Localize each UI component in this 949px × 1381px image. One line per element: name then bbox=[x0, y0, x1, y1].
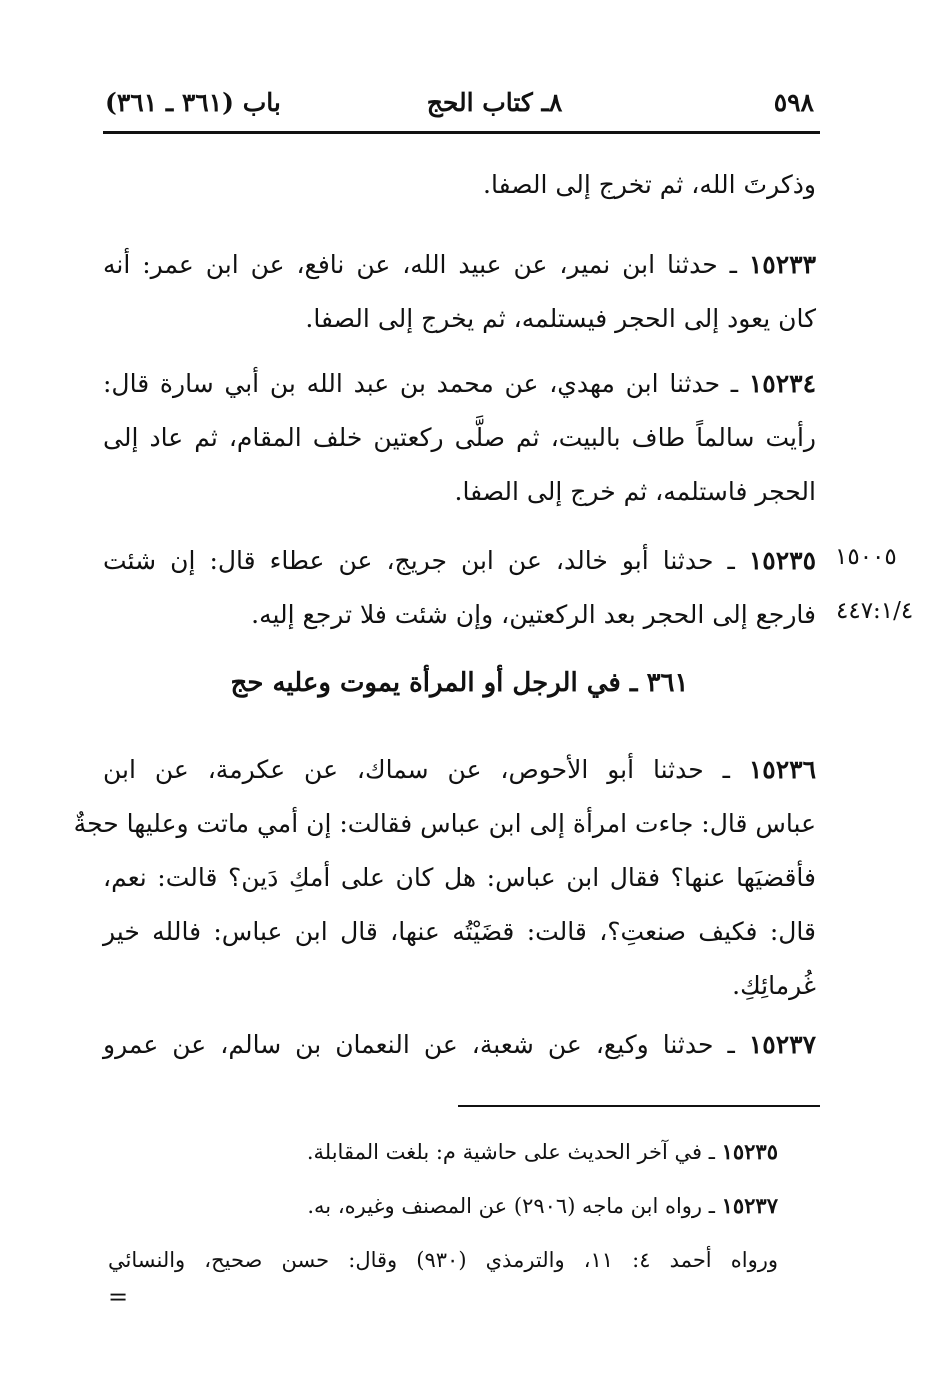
footnote bbox=[108, 1182, 778, 1230]
margin-reference: ١٥٠٠٥ bbox=[835, 544, 897, 570]
hadith-line: غُرمائِكِ. bbox=[732, 971, 816, 1000]
section-heading: ٣٦١ ـ في الرجل أو المرأة يموت وعليه حج bbox=[230, 668, 689, 698]
hadith-line: فأقضيَها عنها؟ فقال ابن عباس: هل كان على أمكِ دَين؟ قالت: نعم، bbox=[103, 863, 816, 892]
footnote-rule bbox=[458, 1105, 820, 1107]
hadith-15234 bbox=[103, 357, 816, 519]
footnote-text: ورواه أحمد ٤: ١١، والترمذي (٩٣٠) وقال: حسن صحيح، والنسائي bbox=[108, 1248, 778, 1272]
intro-text bbox=[103, 158, 816, 212]
hadith-text: ـ حدثنا ابن مهدي، عن محمد بن عبد الله بن أبي سارة قال: bbox=[103, 369, 739, 398]
hadith-line: عباس قال: جاءت امرأة إلى ابن عباس فقالت: إن أمي ماتت وعليها حجةٌ bbox=[73, 809, 816, 838]
hadith-text: ـ حدثنا وكيع، عن شعبة، عن النعمان بن سالم، عن عمرو bbox=[103, 1030, 735, 1059]
hadith-number: ١٥٢٣٥ bbox=[748, 546, 816, 575]
book-title: ٨ـ كتاب الحج bbox=[426, 88, 563, 117]
footnote-text: ـ رواه ابن ماجه (٢٩٠٦) عن المصنف وغيره، به. bbox=[307, 1194, 715, 1218]
footnote bbox=[108, 1236, 778, 1284]
hadith-text: ـ حدثنا أبو الأحوص، عن سماك، عن عكرمة، عن ابن bbox=[103, 755, 730, 784]
header-rule bbox=[103, 131, 820, 134]
hadith-15236 bbox=[73, 743, 816, 1013]
margin-volume: ٤٤٧:١/٤ bbox=[836, 598, 914, 624]
footnote-number: ١٥٢٣٧ bbox=[721, 1193, 778, 1218]
hadith-line bbox=[103, 238, 816, 292]
hadith-line bbox=[103, 534, 816, 588]
hadith-15235 bbox=[103, 534, 816, 642]
hadith-number: ١٥٢٣٦ bbox=[748, 755, 816, 784]
hadith-line bbox=[103, 357, 816, 411]
hadith-number: ١٥٢٣٣ bbox=[748, 250, 816, 279]
hadith-15233 bbox=[103, 238, 816, 346]
hadith-number: ١٥٢٣٤ bbox=[748, 369, 816, 398]
footnote-number: ١٥٢٣٥ bbox=[721, 1139, 778, 1164]
hadith-line: كان يعود إلى الحجر فيستلمه، ثم يخرج إلى الصفا. bbox=[305, 304, 816, 333]
hadith-text: ـ حدثنا ابن نمير، عن عبيد الله، عن نافع، عن ابن عمر: أنه bbox=[103, 250, 737, 279]
hadith-number: ١٥٢٣٧ bbox=[748, 1030, 816, 1059]
hadith-line: فارجع إلى الحجر بعد الركعتين، وإن شئت فلا ترجع إليه. bbox=[251, 600, 816, 629]
chapter-range: باب (٣٦١ ـ ٣٦١) bbox=[105, 88, 281, 117]
continuation-mark: = bbox=[108, 1283, 129, 1311]
intro-line: وذكرتَ الله، ثم تخرج إلى الصفا. bbox=[483, 170, 816, 199]
hadith-text: ـ حدثنا أبو خالد، عن ابن جريج، عن عطاء قال: إن شئت bbox=[103, 546, 735, 575]
footnote bbox=[108, 1128, 778, 1176]
hadith-line: الحجر فاستلمه، ثم خرج إلى الصفا. bbox=[454, 477, 816, 506]
hadith-line: رأيت سالماً طاف بالبيت، ثم صلَّى ركعتين خلف المقام، ثم عاد إلى bbox=[103, 423, 816, 452]
hadith-15237 bbox=[103, 1018, 816, 1072]
footnote-text: ـ في آخر الحديث على حاشية م: بلغت المقابلة. bbox=[306, 1140, 715, 1164]
hadith-line bbox=[103, 743, 816, 797]
page-number: ٥٩٨ bbox=[773, 88, 814, 117]
hadith-line bbox=[103, 1018, 816, 1072]
hadith-line: قال: فكيف صنعتِ؟، قالت: قضَيْتُه عنها، قال ابن عباس: فالله خير bbox=[103, 917, 816, 946]
